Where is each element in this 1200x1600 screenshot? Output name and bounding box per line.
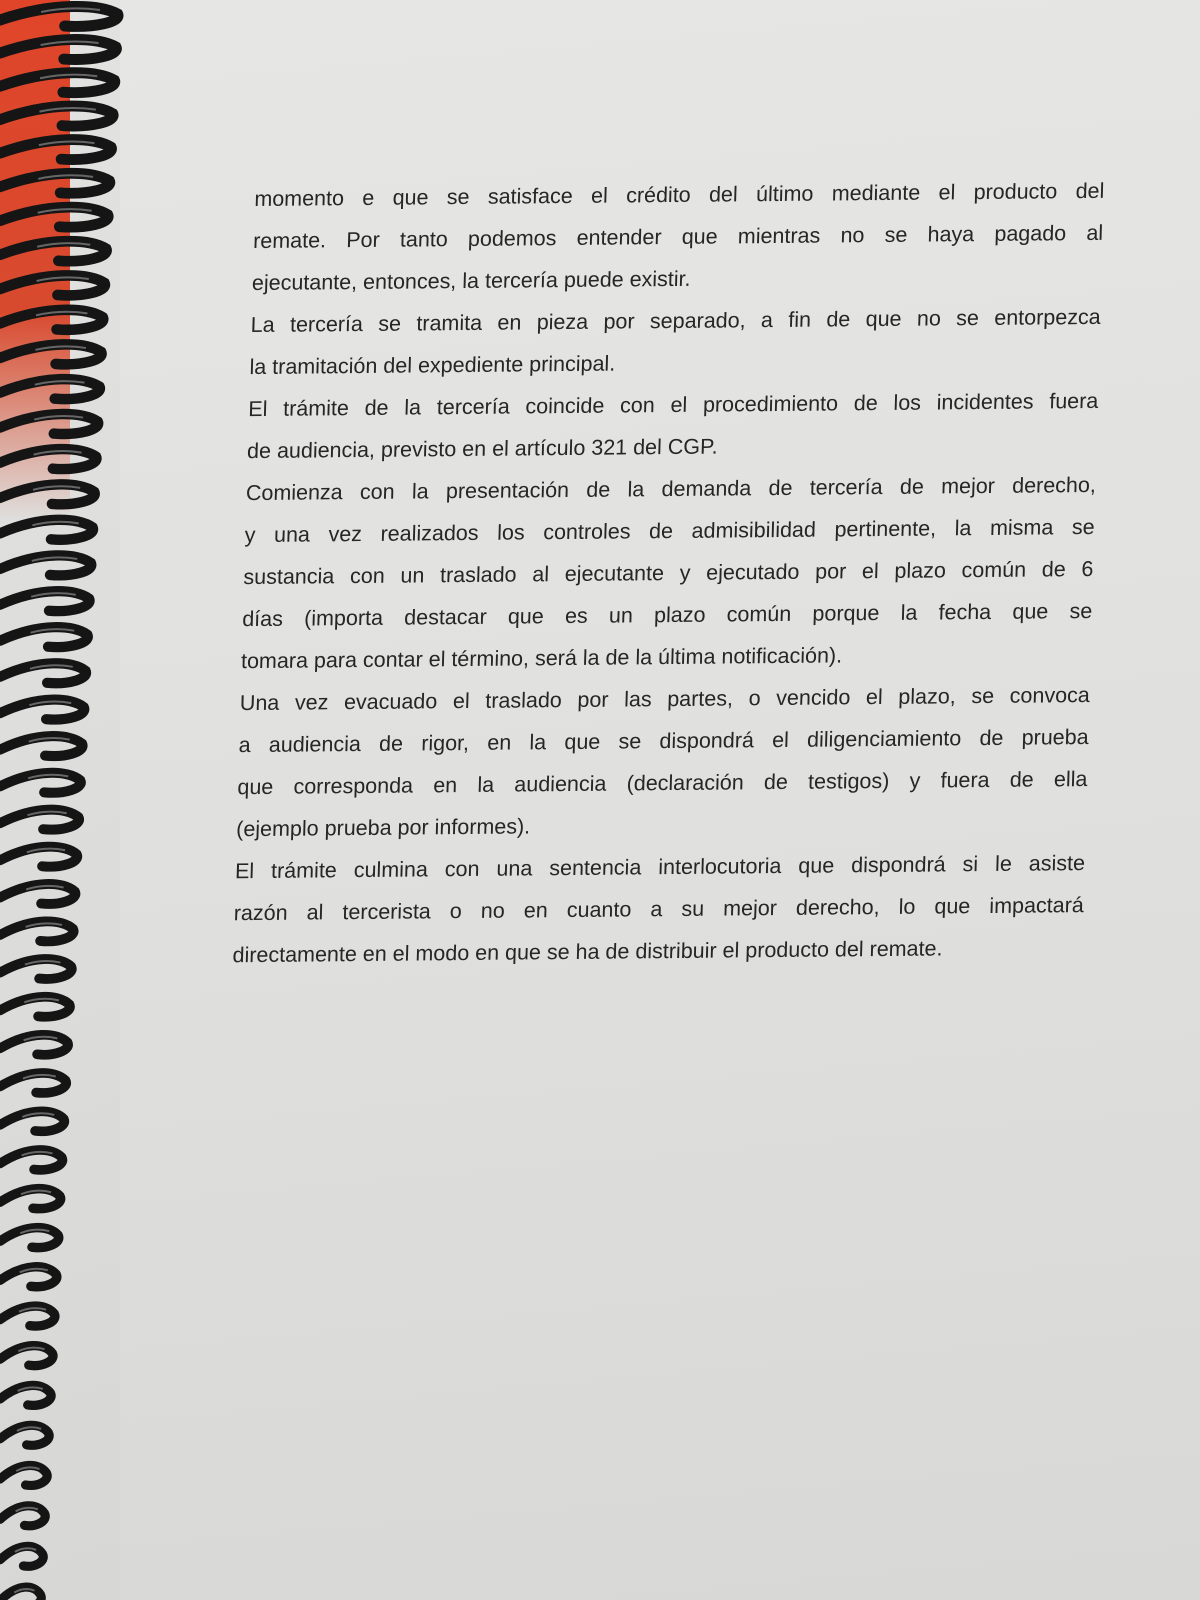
text-line: la tramitación del expediente principal.: [249, 351, 616, 380]
text-line: El trámite culmina con una sentencia interlocutoria que dispondrá si le asiste: [234, 851, 1086, 884]
text-line: de audiencia, previsto en el artículo 321 del CGP.: [246, 434, 718, 464]
spiral-binding: [0, 0, 130, 1600]
text-line: tomara para contar el término, será la de la última notificación).: [240, 643, 843, 674]
text-line: que corresponda en la audiencia (declaración de testigos) y fuera de ella: [237, 767, 1088, 800]
text-line: momento e que se satisface el crédito del último mediante el producto del: [254, 178, 1105, 212]
text-line: remate. Por tanto podemos entender que mientras no se haya pagado al: [252, 220, 1104, 254]
text-line: a audiencia de rigor, en la que se dispondrá el diligenciamiento de prueba: [238, 725, 1089, 758]
text-line: (ejemplo prueba por informes).: [235, 814, 531, 842]
spiral-coil-graphic: [0, 0, 130, 1600]
text-line: ejecutante, entonces, la tercería puede existir.: [251, 266, 691, 296]
body-text: [232, 170, 1105, 976]
text-line: sustancia con un traslado al ejecutante y ejecutado por el plazo común de 6: [243, 556, 1094, 590]
text-line: La tercería se tramita en pieza por separado, a fin de que no se entorpezca: [250, 304, 1102, 338]
text-line: Una vez evacuado el traslado por las partes, o vencido el plazo, se convoca: [239, 683, 1091, 716]
text-line: días (importa destacar que es un plazo común porque la fecha que se: [241, 598, 1093, 632]
text-line: directamente en el modo en que se ha de distribuir el producto del remate.: [232, 936, 943, 968]
text-line: y una vez realizados los controles de admisibilidad pertinente, la misma se: [244, 514, 1096, 548]
text-line: El trámite de la tercería coincide con el procedimiento de los incidentes fuera: [247, 388, 1099, 422]
text-line: razón al tercerista o no en cuanto a su mejor derecho, lo que impactará: [233, 893, 1085, 926]
text-line: Comienza con la presentación de la demanda de tercería de mejor derecho,: [245, 472, 1097, 506]
